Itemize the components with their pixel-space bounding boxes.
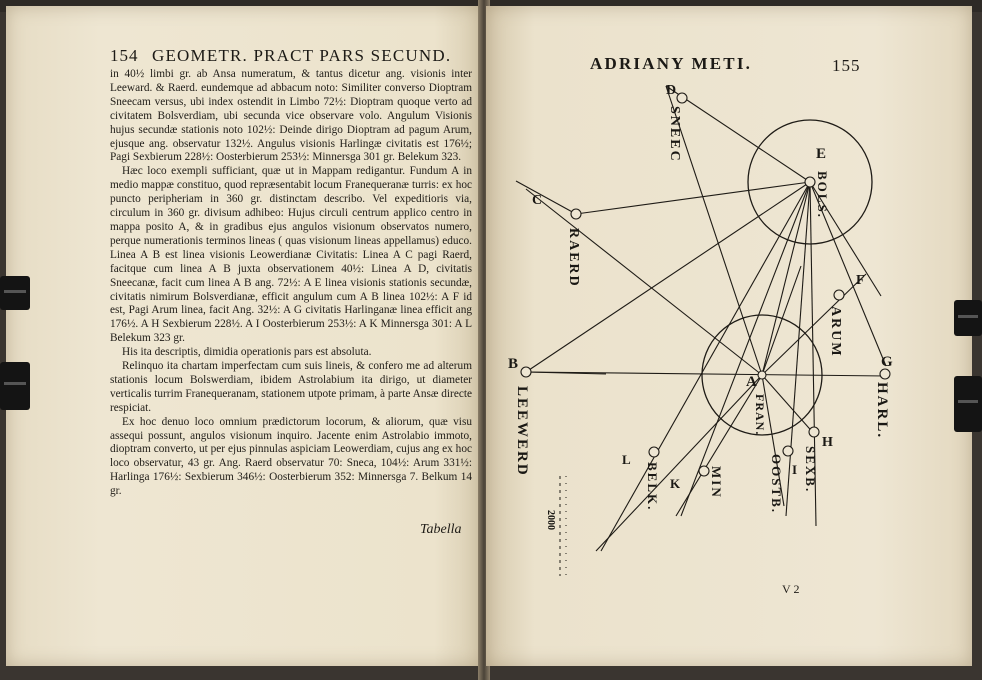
label-bols: BOLS. — [815, 171, 830, 219]
point-letter-f: F — [856, 273, 865, 288]
bols-marker — [805, 177, 815, 187]
label-fran: FRAN. — [753, 394, 767, 436]
arum-marker — [834, 290, 844, 300]
paragraph: Ex hoc denuo loco omnium prædictorum locorum, & aliorum, quæ visu assequi possunt, angulos visionum inquiro. Jacente enim Astrolabio immoto, dioptram converto, ut per ejus pinnulas aspiciam Leowerdiam, cujus ang ex hoc loco observatur, 43 gr. Ang. Raerd observatur 70: Sneca, 104½: Arum 331½: Harlinga 176½: Sexbierum 346½: Oosterbierum 352: Minnersga 7. Belkum 14 gr. — [110, 415, 472, 498]
scale-label: 2000 — [545, 510, 556, 530]
point-letter-l: L — [622, 452, 631, 467]
label-harl: HARL. — [874, 382, 890, 440]
point-letter-b: B — [508, 356, 519, 372]
binder-clip-right-top — [954, 300, 982, 336]
point-letter-a: A — [746, 374, 757, 390]
label-arum: ARUM — [828, 306, 843, 358]
right-page-number: 155 — [832, 56, 861, 75]
scale-bar — [560, 476, 566, 576]
point-letter-d: D — [666, 83, 677, 98]
paragraph: in 40½ limbi gr. ab Ansa numeratum, & tantus dicetur ang. visionis inter Leeward. & Raerd. eundemque ad abbacum noto: Similiter converso Dioptram Sneecam versus, ubi index ostendit in Limbo 72½: Dioptram quoque verto ad civitatem Bolsverdiam, ubi secunda vice observare volo. Angulum Visionis hujus secundæ stationis noto 102½: Deinde dirigo Dioptram ad pagum Arum, ejusque ang. observatur 132½. Angulus visionis Harlingæ civitatis est 176½; Pagi Sexbierum 228½: Oosterbierum 253½: Minnersga 301 gr. Belekum 323. — [110, 68, 472, 164]
point-letter-c: C — [532, 193, 543, 208]
leeward-marker — [521, 367, 531, 377]
paragraph: Hæc loco exempli sufficiant, quæ ut in Mappam redigantur. Fundum A in medio mappæ constituo, quod repræsentabit locum Franequeranæ turris: ex hoc puncto peripheriam in 360 gr. distinctam describo. Vel expeditioris via, circulum in 360 gr. divisum adhibeo: Hujus circuli centrum applico centro in mappa posito A, & in gradibus ejus angulos visionum observatos numero, perque numerationis terminos lineas ( quas visionum lineas appellamus) educo. Linea A B est linea visionis Leowerdianæ Civitatis: Linea A C pagi Raerd, facitque cum linea A B juxta observationem 40½: Linea A D, civitatis Sneecanæ, facit cum linea A B ang. 72½: A E linea visionis stationis secundæ, civitatis nimirum Bolsverdianæ, efficit angulum cum A B linea 102½: A F id est, Pagi Arum linea, facit Ang. 32½: A G civitatis Harlinganæ linea efficit ang 176½. A H Sexbierum 228½. A I Oosterbierum 253½: A K Minnersga 301: A L Belekum 323 gr. — [110, 165, 472, 345]
binder-clip-left-top — [0, 276, 30, 310]
label-belk: BELK. — [645, 462, 660, 512]
raerd-marker — [571, 209, 581, 219]
binder-clip-right-bottom — [954, 376, 982, 432]
label-oostb: OOSTB. — [769, 454, 784, 515]
min-marker — [699, 466, 709, 476]
point-letter-e: E — [816, 146, 827, 162]
left-body-text — [110, 68, 472, 499]
right-running-head: ADRIANY METI. — [590, 54, 753, 73]
binder-clip-left-bottom — [0, 362, 30, 410]
label-leeward: LEEWERD — [514, 386, 530, 477]
sexb-marker — [809, 427, 819, 437]
fran-marker — [758, 371, 766, 379]
point-letter-g: G — [881, 354, 893, 370]
paragraph: His ita descriptis, dimidia operationis pars est absoluta. — [122, 346, 372, 359]
point-letter-h: H — [822, 435, 833, 450]
signature-mark: V 2 — [782, 582, 800, 596]
sneec-marker — [677, 93, 687, 103]
point-letter-k: K — [670, 476, 681, 491]
paragraph: Relinquo ita chartam imperfectam cum suis lineis, & confero me ad alterum stationis locum Bolswerdiam, ibidem Astrolabium ita dirigo, ut diameter verticalis turrim Franequeranam, stationem utpote primam, à parte Ansæ directe respiciat. — [110, 360, 472, 414]
triangulation-diagram — [486, 6, 972, 666]
label-sneec: SNEEC — [667, 106, 682, 163]
label-min: MIN — [709, 466, 724, 499]
harl-marker — [880, 369, 890, 379]
catchword: Tabella — [420, 522, 462, 537]
label-raerd: RAERD — [566, 228, 581, 288]
point-letter-i: I — [792, 462, 798, 477]
label-sexb: SEXB. — [803, 446, 818, 494]
left-page-number: 154 — [110, 46, 139, 65]
belk-marker — [649, 447, 659, 457]
left-running-head: GEOMETR. PRACT PARS SECUND. — [152, 46, 452, 65]
